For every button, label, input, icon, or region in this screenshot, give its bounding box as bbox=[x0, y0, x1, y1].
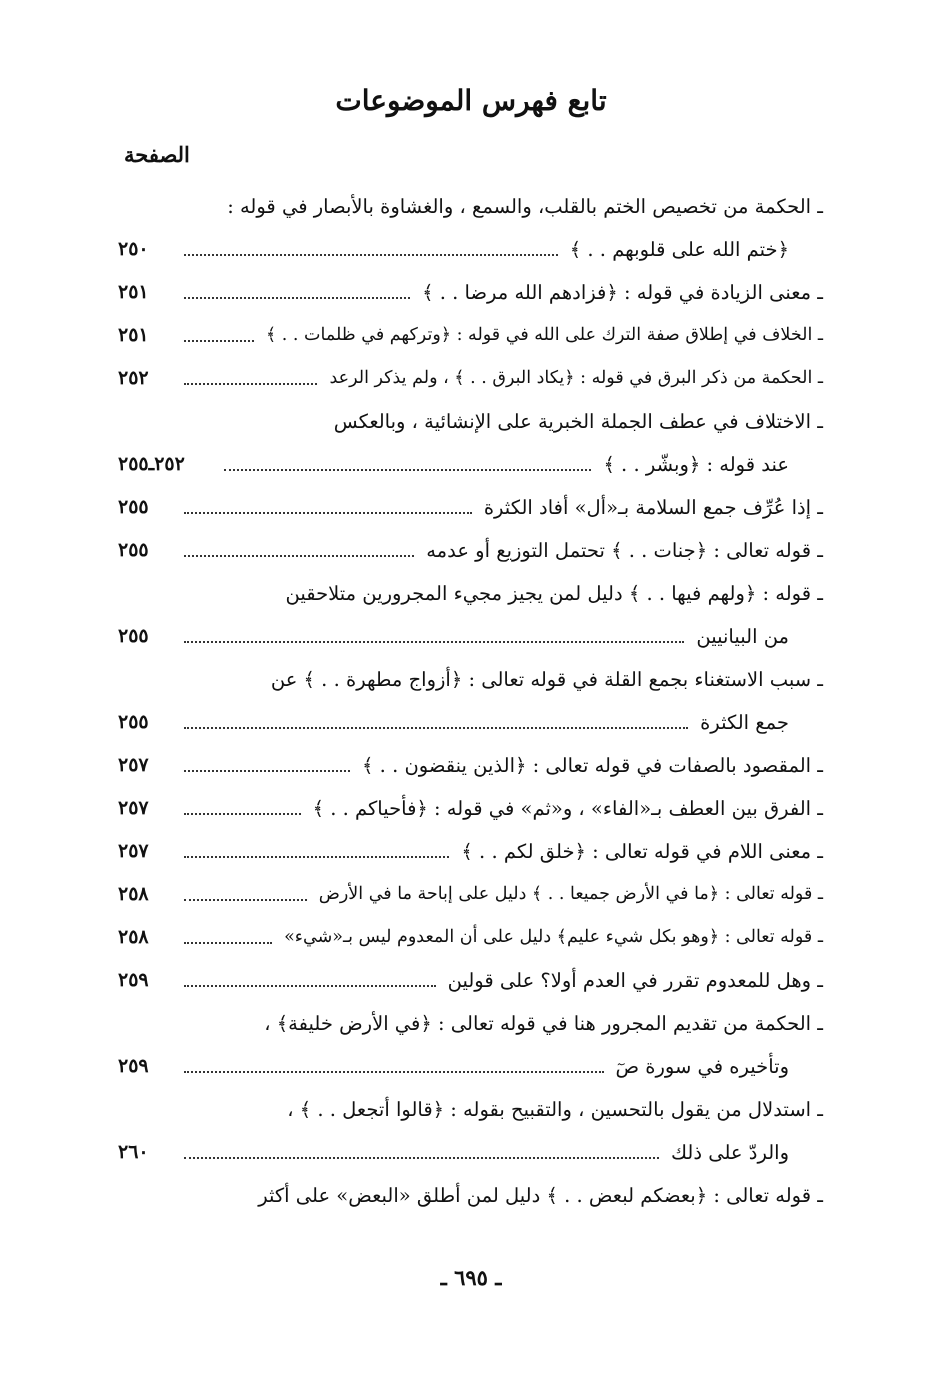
toc-entry-text: ـ الحكمة من تخصيص الختم بالقلب، والسمع ، والغشاوة بالأبصار في قوله : bbox=[227, 194, 823, 218]
page-column-label: الصفحة bbox=[124, 142, 190, 167]
toc-entry bbox=[118, 313, 823, 357]
toc-entry bbox=[118, 270, 823, 314]
dot-leader bbox=[184, 1157, 659, 1159]
toc-entry-page: ٢٥٧ bbox=[118, 797, 149, 819]
toc-entry bbox=[118, 1087, 823, 1131]
dot-leader bbox=[184, 899, 307, 901]
dot-leader bbox=[184, 942, 272, 944]
toc-entry-text: ـ الحكمة من ذكر البرق في قوله : ﴿يكاد البرق . . ﴾ ، ولم يذكر الرعد bbox=[329, 368, 823, 388]
toc-entry-text: والردّ على ذلك bbox=[670, 1140, 789, 1164]
toc-entry-text: ـ الاختلاف في عطف الجملة الخبرية على الإنشائية ، وبالعكس bbox=[333, 409, 823, 433]
toc-entry bbox=[118, 958, 823, 1002]
toc-entry-page: ٢٥٩ bbox=[118, 969, 149, 991]
toc-entry bbox=[118, 1130, 823, 1174]
toc-entry bbox=[118, 356, 823, 400]
dot-leader bbox=[184, 555, 414, 557]
toc-entry bbox=[118, 1001, 823, 1045]
dot-leader bbox=[184, 254, 558, 256]
toc-entry-page: ٢٥١ bbox=[118, 281, 149, 303]
toc-entry-page: ٢٥٠ bbox=[118, 238, 149, 260]
dot-leader bbox=[184, 297, 410, 299]
toc-entry bbox=[118, 184, 823, 228]
toc-entry-text: ـ قوله : ﴿ولهم فيها . . ﴾ دليل لمن يجيز مجيء المجرورين متلاحقين bbox=[285, 581, 823, 605]
toc-entry-page: ٢٥٥ bbox=[118, 711, 149, 733]
toc-entry bbox=[118, 657, 823, 701]
toc-entry-text: ـ قوله تعالى : ﴿جنات . . ﴾ تحتمل التوزيع أو عدمه bbox=[426, 538, 823, 562]
dot-leader bbox=[184, 383, 317, 385]
toc-entry-page: ٢٥٥ bbox=[118, 539, 149, 561]
dot-leader bbox=[184, 512, 472, 514]
dot-leader bbox=[184, 641, 684, 643]
page-number: ـ ٦٩٥ ـ bbox=[440, 1265, 502, 1290]
toc-entry bbox=[118, 571, 823, 615]
toc-entry-text: من البيانيين bbox=[696, 624, 789, 648]
toc-entry bbox=[118, 700, 823, 744]
dot-leader bbox=[184, 985, 436, 987]
toc-entry bbox=[118, 829, 823, 873]
toc-entry-text: ـ وهل للمعدوم تقرر في العدم أولا؟ على قولين bbox=[447, 968, 823, 992]
toc-entry-page: ٢٥٥ bbox=[118, 625, 149, 647]
toc-entry-page: ٢٥٩ bbox=[118, 1055, 149, 1077]
toc-entry bbox=[118, 227, 823, 271]
dot-leader bbox=[184, 813, 301, 815]
toc-entry-page: ٢٥٨ bbox=[118, 926, 149, 948]
toc-entry-text: ـ الحكمة من تقديم المجرور هنا في قوله تعالى : ﴿في الأرض خليفة﴾ ، bbox=[264, 1011, 823, 1035]
toc-entry bbox=[118, 743, 823, 787]
toc-entry bbox=[118, 786, 823, 830]
toc-entry bbox=[118, 399, 823, 443]
toc-entry-text: ـ الخلاف في إطلاق صفة الترك على الله في قوله : ﴿وتركهم في ظلمات . . ﴾ bbox=[265, 325, 823, 345]
dot-leader bbox=[184, 856, 449, 858]
toc-entry bbox=[118, 872, 823, 916]
dot-leader bbox=[184, 770, 350, 772]
dot-leader bbox=[184, 340, 254, 342]
toc-entry bbox=[118, 1044, 823, 1088]
toc-entry-page: ٢٥٧ bbox=[118, 840, 149, 862]
toc-entry-text: ـ سبب الاستغناء بجمع القلة في قوله تعالى : ﴿أزواج مطهرة . . ﴾ عن bbox=[270, 667, 823, 691]
toc-entry-page: ٢٦٠ bbox=[118, 1141, 149, 1163]
toc-entry-page: ٢٥٨ bbox=[118, 883, 149, 905]
toc-entry-text: ـ الفرق بين العطف بـ«الفاء» ، و«ثم» في قوله : ﴿فأحياكم . . ﴾ bbox=[312, 796, 823, 820]
dot-leader bbox=[184, 727, 688, 729]
toc-entry-page: ٢٥٢ـ٢٥٥ bbox=[118, 453, 185, 475]
toc-entry bbox=[118, 614, 823, 658]
toc-entry-text: ـ المقصود بالصفات في قوله تعالى : ﴿الذين ينقضون . . ﴾ bbox=[362, 753, 823, 777]
toc-entry-text: عند قوله : ﴿وبشّر . . ﴾ bbox=[603, 452, 789, 476]
toc-entry-text: ـ معنى الزيادة في قوله : ﴿فزادهم الله مرضا . . ﴾ bbox=[422, 280, 823, 304]
toc-entry-text: ـ استدلال من يقول بالتحسين ، والتقبيح بقوله : ﴿قالوا أتجعل . . ﴾ ، bbox=[287, 1097, 823, 1121]
toc-entry-text: ﴿ختم الله على قلوبهم . . ﴾ bbox=[569, 237, 789, 261]
toc-entry-text: وتأخيره في سورة صٓ bbox=[615, 1054, 789, 1078]
dot-leader bbox=[184, 1071, 604, 1073]
page-title: تابع فهرس الموضوعات bbox=[335, 84, 607, 117]
dot-leader bbox=[224, 469, 591, 471]
toc-entry-page: ٢٥٥ bbox=[118, 496, 149, 518]
toc-entry-text: ـ قوله تعالى : ﴿وهو بكل شيء عليم﴾ دليل على أن المعدوم ليس بـ«شيء» bbox=[284, 927, 823, 947]
toc-entry-page: ٢٥٧ bbox=[118, 754, 149, 776]
toc-entry-text: ـ قوله تعالى : ﴿ما في الأرض جميعا . . ﴾ دليل على إباحة ما في الأرض bbox=[318, 884, 823, 904]
toc-entry-page: ٢٥١ bbox=[118, 324, 149, 346]
toc-entry-text: ـ معنى اللام في قوله تعالى : ﴿خلق لكم . . ﴾ bbox=[461, 839, 823, 863]
toc-entry bbox=[118, 1173, 823, 1217]
toc-entry bbox=[118, 485, 823, 529]
toc-entry-text: جمع الكثرة bbox=[700, 710, 789, 734]
toc-entry bbox=[118, 528, 823, 572]
toc-entry-text: ـ إذا عُرِّف جمع السلامة بـ«أل» أفاد الكثرة bbox=[483, 495, 823, 519]
toc-entry bbox=[118, 442, 823, 486]
toc-entry-page: ٢٥٢ bbox=[118, 367, 149, 389]
toc-entry-text: ـ قوله تعالى : ﴿بعضكم لبعض . . ﴾ دليل لمن أطلق «البعض» على أكثر bbox=[258, 1183, 823, 1207]
toc-entry bbox=[118, 915, 823, 959]
